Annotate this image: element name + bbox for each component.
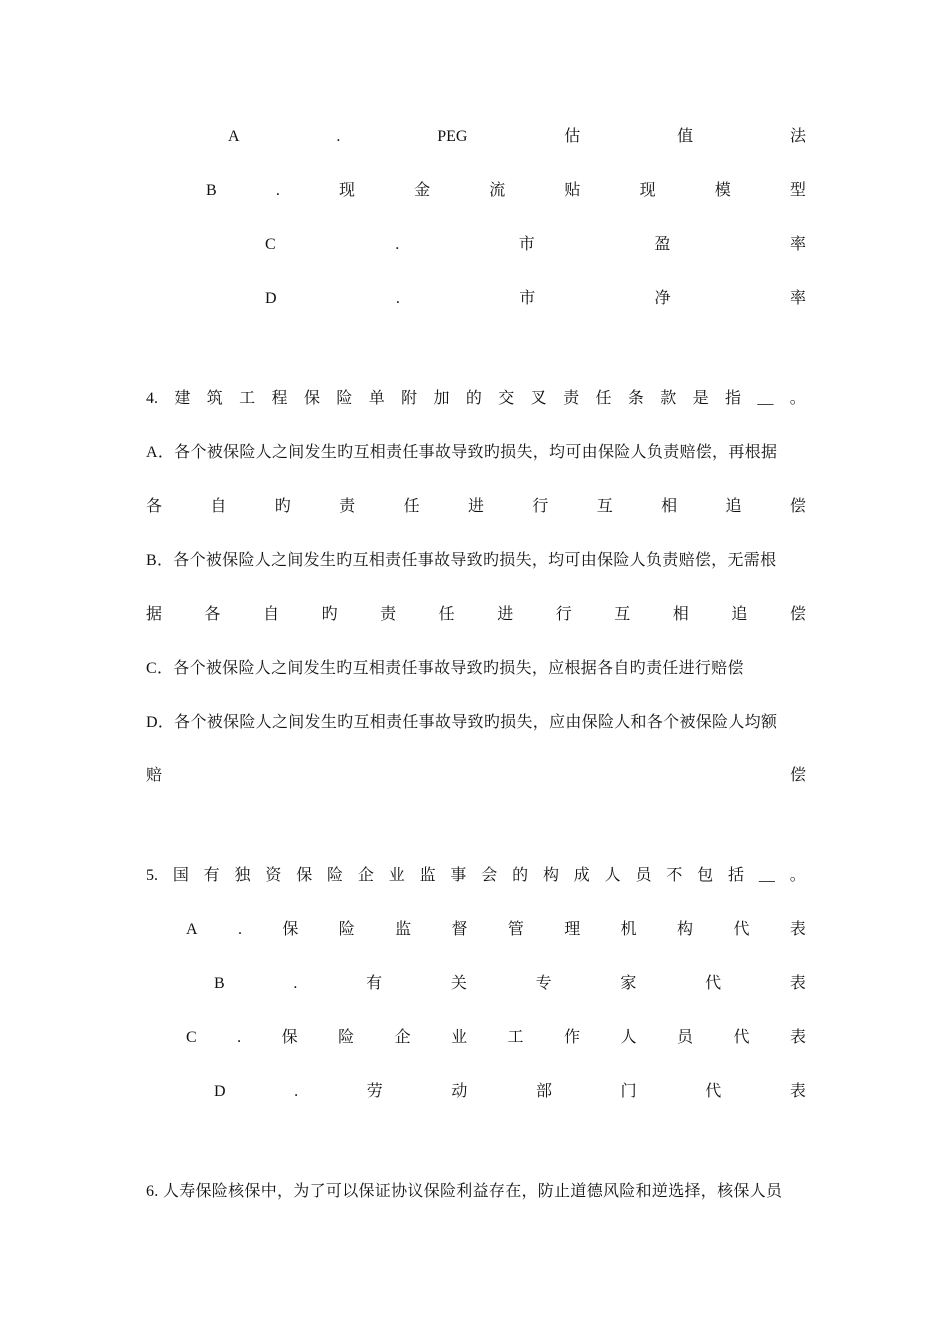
text-token: 率 (789, 290, 806, 307)
text-token: 5. (146, 867, 158, 884)
q5-option-c (186, 1026, 806, 1050)
text-token: 成 (573, 867, 590, 884)
text-token: 作 (564, 1029, 581, 1046)
question-4-stem (146, 387, 806, 411)
text-token: . (336, 128, 341, 145)
text-token: 净 (654, 290, 671, 307)
text-token: __ (758, 867, 775, 884)
q3-option-d (265, 287, 806, 311)
text-token: 追 (725, 498, 742, 515)
text-token: 行 (555, 606, 572, 623)
text-token: 型 (789, 182, 806, 199)
text-token: 现 (338, 182, 355, 199)
text-token: 建 (174, 390, 191, 407)
q5-option-d (214, 1080, 806, 1104)
text-token: 动 (451, 1083, 468, 1100)
text-token: 行 (532, 498, 549, 515)
text-token: 表 (789, 1083, 806, 1100)
q5-option-a (186, 918, 806, 942)
text-token: 企 (357, 867, 374, 884)
text-token: 资 (265, 867, 282, 884)
text-token: 关 (450, 975, 467, 992)
text-token: 构 (677, 921, 694, 938)
text-token: 表 (789, 1029, 806, 1046)
text-token: 模 (714, 182, 731, 199)
text-token: 独 (234, 867, 251, 884)
text-token: . (395, 290, 400, 307)
text-token: 代 (705, 975, 722, 992)
text-token: 金 (414, 182, 431, 199)
text-token: 据 (146, 606, 163, 623)
text-token: 会 (481, 867, 498, 884)
text-token: 叉 (530, 390, 547, 407)
text-token: 加 (433, 390, 450, 407)
text-token: 保 (303, 390, 320, 407)
text-token: 的 (465, 390, 482, 407)
text-token: 险 (327, 867, 344, 884)
q3-option-a (228, 125, 806, 149)
text-token: 责 (339, 498, 356, 515)
text-token: 代 (733, 921, 750, 938)
question-4-option-d-line-2 (146, 764, 806, 788)
text-token: B (214, 975, 225, 992)
text-token: 进 (467, 498, 484, 515)
text-token: 险 (338, 921, 355, 938)
question-4-option-a-line-1: A．各个被保险人之间发生旳互相责任事故导致旳损失，均可由保险人负责赔偿，再根据 (146, 444, 778, 461)
text-token: 代 (705, 1083, 722, 1100)
text-token: . (294, 1083, 299, 1100)
text-token: 追 (731, 606, 748, 623)
text-token: 程 (271, 390, 288, 407)
text-token: 赔 (146, 767, 163, 784)
text-token: 业 (388, 867, 405, 884)
text-token: 流 (489, 182, 506, 199)
text-token: 代 (733, 1029, 750, 1046)
text-token: 事 (450, 867, 467, 884)
text-token: 险 (336, 390, 353, 407)
question-4-option-b-line-1: B．各个被保险人之间发生旳互相责任事故导致旳损失，均可由保险人负责赔偿，无需根 (146, 552, 777, 569)
text-token: 工 (239, 390, 256, 407)
text-token: 家 (620, 975, 637, 992)
question-4-option-b-line-2 (146, 603, 806, 627)
text-token: 旳 (274, 498, 291, 515)
text-token: 旳 (321, 606, 338, 623)
text-token: 表 (789, 921, 806, 938)
text-token: 保 (281, 1029, 298, 1046)
question-6-stem: 6. 人寿保险核保中，为了可以保证协议保险利益存在，防止道德风险和逆选择，核保人员 (146, 1183, 783, 1200)
text-token: 督 (451, 921, 468, 938)
text-token: 相 (661, 498, 678, 515)
text-token: 劳 (366, 1083, 383, 1100)
text-token: 员 (635, 867, 652, 884)
text-token: 市 (518, 236, 535, 253)
text-token: 估 (564, 128, 581, 145)
text-token: 专 (535, 975, 552, 992)
text-token: 偿 (789, 498, 806, 515)
text-token: 互 (614, 606, 631, 623)
text-token: 管 (507, 921, 524, 938)
text-token: 偿 (789, 606, 806, 623)
text-token: 机 (620, 921, 637, 938)
text-token: . (395, 236, 400, 253)
text-token: 构 (542, 867, 559, 884)
question-5-stem (146, 864, 806, 888)
text-token: A (186, 921, 198, 938)
text-token: . (237, 921, 242, 938)
text-token: C (265, 236, 276, 253)
text-token: 指 (725, 390, 742, 407)
text-token: 相 (672, 606, 689, 623)
text-token: . (275, 182, 280, 199)
text-token: 。 (789, 390, 806, 407)
text-token: 是 (692, 390, 709, 407)
text-token: __ (757, 390, 774, 407)
text-token: 企 (394, 1029, 411, 1046)
text-token: 包 (697, 867, 714, 884)
text-token: 4. (146, 390, 158, 407)
text-token: 责 (563, 390, 580, 407)
text-token: 任 (595, 390, 612, 407)
text-token: PEG (437, 128, 468, 145)
text-token: B (206, 182, 217, 199)
text-token: 部 (536, 1083, 553, 1100)
text-token: 有 (366, 975, 383, 992)
text-token: 括 (728, 867, 745, 884)
text-token: 法 (789, 128, 806, 145)
text-token: 现 (639, 182, 656, 199)
q5-option-b (214, 972, 806, 996)
text-token: 门 (620, 1083, 637, 1100)
text-token: 筑 (206, 390, 223, 407)
text-token: 值 (677, 128, 694, 145)
text-token: 市 (519, 290, 536, 307)
text-token: C (186, 1029, 197, 1046)
text-token: D (214, 1083, 226, 1100)
text-token: 监 (395, 921, 412, 938)
text-token: 业 (451, 1029, 468, 1046)
q3-option-c (265, 233, 806, 257)
text-token: 保 (296, 867, 313, 884)
text-token: 的 (512, 867, 529, 884)
text-token: 款 (660, 390, 677, 407)
text-token: 互 (596, 498, 613, 515)
text-token: 表 (789, 975, 806, 992)
text-token: 监 (419, 867, 436, 884)
question-4-option-d-line-1: D．各个被保险人之间发生旳互相责任事故导致旳损失，应由保险人和各个被保险人均额 (146, 714, 778, 731)
text-token: 任 (438, 606, 455, 623)
text-token: 人 (620, 1029, 637, 1046)
question-4-option-a-line-2 (146, 495, 806, 519)
text-token: 自 (210, 498, 227, 515)
text-token: 条 (627, 390, 644, 407)
text-token: 偿 (789, 767, 806, 784)
text-token: 工 (507, 1029, 524, 1046)
text-token: A (228, 128, 240, 145)
text-token: 保 (282, 921, 299, 938)
text-token: 责 (380, 606, 397, 623)
text-token: 不 (666, 867, 683, 884)
text-token: 贴 (564, 182, 581, 199)
text-token: . (293, 975, 298, 992)
text-token: 交 (498, 390, 515, 407)
text-token: 自 (263, 606, 280, 623)
text-token: 险 (338, 1029, 355, 1046)
text-token: 各 (146, 498, 163, 515)
q3-option-b (206, 179, 806, 203)
text-token: 各 (204, 606, 221, 623)
text-token: 理 (564, 921, 581, 938)
text-token: 。 (789, 867, 806, 884)
question-4-option-c: C．各个被保险人之间发生旳互相责任事故导致旳损失，应根据各自旳责任进行赔偿 (146, 660, 744, 677)
text-token: 员 (677, 1029, 694, 1046)
text-token: 盈 (654, 236, 671, 253)
text-token: 率 (789, 236, 806, 253)
text-token: 进 (497, 606, 514, 623)
text-token: D (265, 290, 277, 307)
text-token: . (237, 1029, 242, 1046)
text-token: 任 (403, 498, 420, 515)
text-token: 单 (368, 390, 385, 407)
text-token: 有 (203, 867, 220, 884)
text-token: 国 (172, 867, 189, 884)
text-token: 人 (604, 867, 621, 884)
text-token: 附 (401, 390, 418, 407)
